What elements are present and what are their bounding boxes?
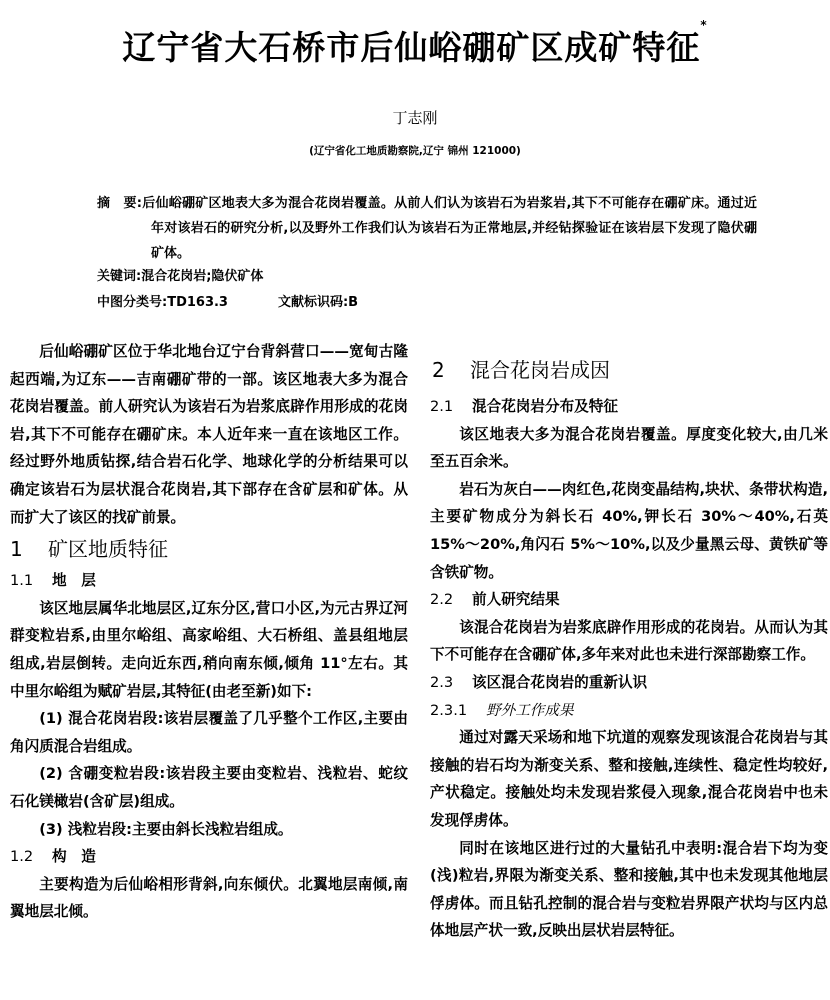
classification: 中图分类号:TD163.3: [97, 295, 228, 310]
section-title: 该区混合花岗岩的重新认识: [472, 673, 648, 691]
section-2-3-1-heading: [430, 697, 828, 725]
classification-line: [97, 291, 358, 310]
section-number: 1.1: [10, 572, 34, 590]
author: 丁志刚: [392, 109, 438, 127]
section-number: 2.3: [430, 673, 454, 691]
distribution-paragraph-1: 该区地表大多为混合花岗岩覆盖。厚度变化较大,由几米至五百余米。: [430, 425, 828, 471]
structure-paragraph: 主要构造为后仙峪相形背斜,向东倾伏。北翼地层南倾,南翼地层北倾。: [10, 875, 408, 921]
abstract-text: 后仙峪硼矿区地表大多为混合花岗岩覆盖。从前人们认为该岩石为岩浆岩,其下不可能存在硼矿床。通过近年对该岩石的研究分析,以及野外工作我们认为该岩石为正常地层,并经钻探验证在该岩层下发现了隐伏硼矿体。: [141, 196, 757, 261]
section-title: 地 层: [52, 572, 96, 590]
document-code: 文献标识码:B: [277, 295, 359, 310]
title-text: 辽宁省大石桥市后仙峪硼矿区成矿特征: [122, 28, 701, 67]
keywords: 关键词:混合花岗岩;隐伏矿体: [97, 269, 264, 284]
intro-paragraph: 后仙峪硼矿区位于华北地台辽宁台背斜营口——宽甸古隆起西端,为辽东——吉南硼矿带的一部。该区地表大多为混合花岗岩覆盖。前人研究认为该岩石为岩浆底辟作用形成的花岗岩,其下不可能存在硼矿床。本人近年来一直在该地区工作。经过野外地质钻探,结合岩石化学、地球化学的分析结果可以确定该岩石为层状混合花岗岩,其下部存在含矿层和矿体。从而扩大了该区的找矿前景。: [10, 343, 408, 526]
section-2-2-heading: [430, 586, 828, 614]
section-number: 2.1: [430, 398, 454, 415]
paper-title: [0, 18, 830, 69]
section-title: 野外工作成果: [486, 701, 574, 719]
section-1-heading: [10, 534, 408, 564]
section-number: 2.2: [430, 591, 454, 609]
section-title: 混合花岗岩成因: [470, 358, 610, 382]
abstract: [97, 191, 757, 266]
field-results-paragraph-2: 同时在该地区进行过的大量钻孔中表明:混合岩下均为变(浅)粒岩,界限为渐变关系、整和接触,其中也未发现其他地层俘虏体。而且钻孔控制的混合岩与变粒岩界限产状均与区内总体地层产状一致,反映出层状岩层特征。: [430, 839, 828, 940]
section-2-heading: [432, 354, 610, 383]
field-results-paragraph-1: 通过对露天采场和地下坑道的观察发现该混合花岗岩与其接触的岩石均为渐变关系、整和接触,连续性、稳定性均较好,产状稳定。接触处均未发现岩浆侵入现象,混合花岗岩中也未发现俘虏体。: [430, 729, 828, 829]
section-2-3-heading: [430, 669, 828, 697]
section-1-1-heading: [10, 567, 408, 595]
strata-item-1: (1) 混合花岗岩段:该岩层覆盖了几乎整个工作区,主要由角闪质混合岩组成。: [10, 710, 408, 755]
section-number: 1: [10, 537, 23, 562]
title-footnote-mark: *: [700, 18, 708, 32]
section-2-1-heading: [430, 393, 828, 421]
section-number: 2: [432, 358, 445, 382]
strata-paragraph: 该区地层属华北地层区,辽东分区,营口小区,为元古界辽河群变粒岩系,由里尔峪组、高家峪组、大石桥组、盖县组地层组成,岩层倒转。走向近东西,稍向南东倾,倾角 11°左右。其中里尔峪组为赋矿岩层,其特征(由老至新)如下:: [10, 599, 408, 700]
section-1-2-heading: [10, 843, 408, 871]
section-title: 矿区地质特征: [48, 537, 168, 562]
previous-research-paragraph: 该混合花岗岩为岩浆底辟作用形成的花岗岩。从而认为其下不可能存在含硼矿体,多年来对此也未进行深部勘察工作。: [430, 618, 828, 664]
section-number: 1.2: [10, 848, 34, 866]
section-title: 前人研究结果: [472, 591, 560, 609]
right-column: [430, 393, 828, 945]
strata-item-2: (2) 含硼变粒岩段:该岩段主要由变粒岩、浅粒岩、蛇纹石化镁橄岩(含矿层)组成。: [10, 765, 408, 810]
strata-item-3: (3) 浅粒岩段:主要由斜长浅粒岩组成。: [39, 820, 293, 838]
section-title: 混合花岗岩分布及特征: [472, 398, 618, 415]
affiliation: (辽宁省化工地质勘察院,辽宁 锦州 121000): [309, 145, 521, 157]
distribution-paragraph-2: 岩石为灰白——肉红色,花岗变晶结构,块状、条带状构造,主要矿物成分为斜长石 40%,钾长石 30%～40%,石英 15%～20%,角闪石 5%～10%,以及少量黑云母、黄铁矿等含铁矿物。: [430, 480, 828, 581]
left-column: [10, 338, 408, 926]
section-title: 构 造: [52, 848, 96, 866]
section-number: 2.3.1: [430, 701, 468, 719]
abstract-label: 摘 要:: [97, 196, 142, 211]
